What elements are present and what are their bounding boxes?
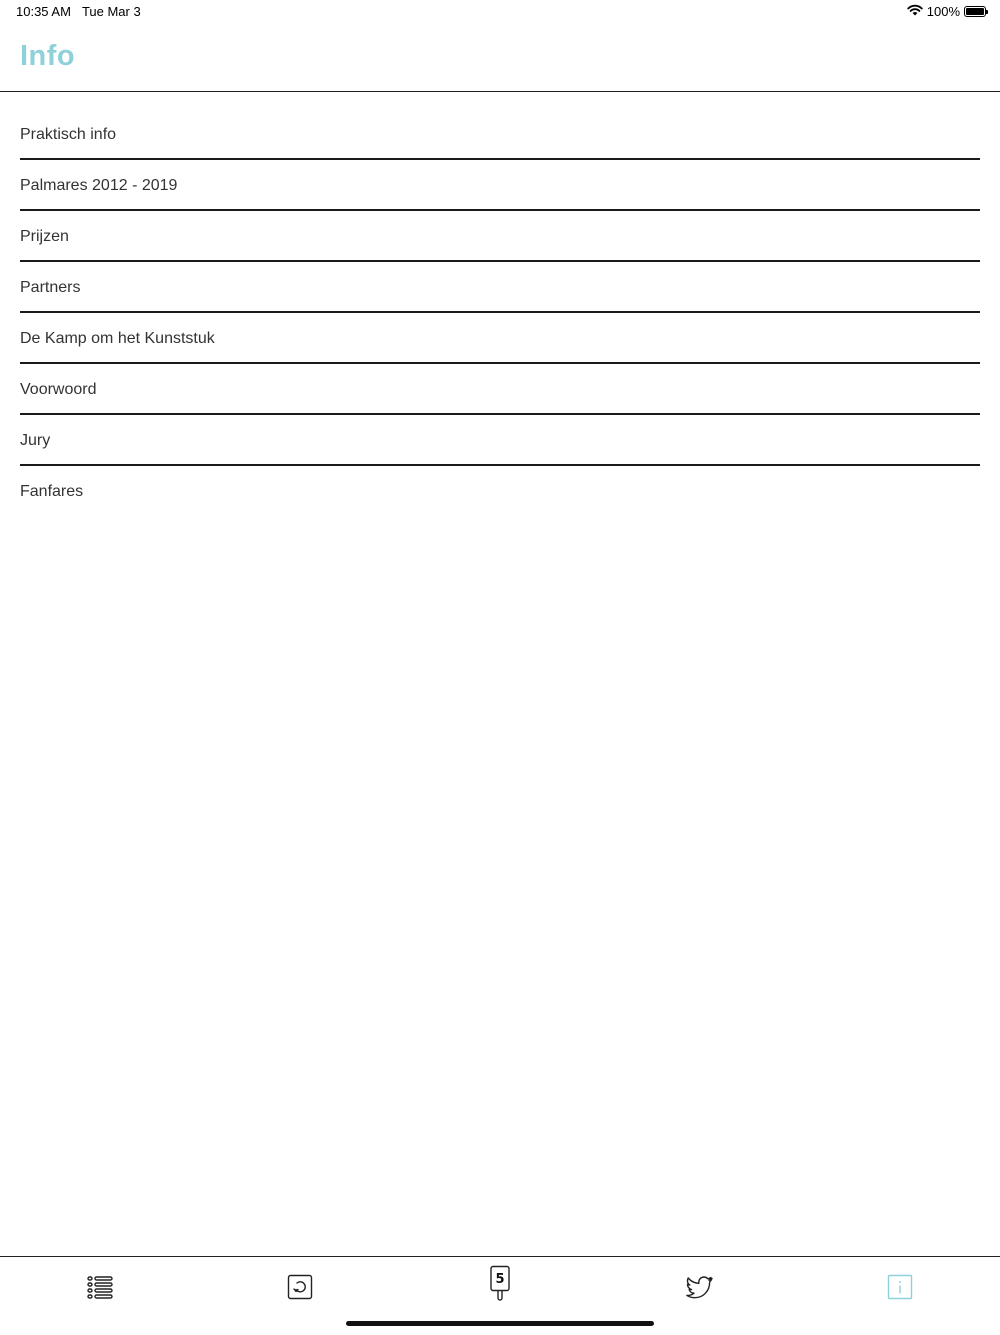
menu-item-partners[interactable]: Partners <box>20 262 980 313</box>
score-badge: 5 <box>495 1272 505 1287</box>
menu-item-praktisch-info[interactable]: Praktisch info <box>20 109 980 160</box>
info-icon <box>887 1274 913 1300</box>
twitter-bird-icon <box>686 1275 714 1299</box>
menu-item-palmares[interactable]: Palmares 2012 - 2019 <box>20 160 980 211</box>
status-right <box>907 4 986 19</box>
status-date: Tue Mar 3 <box>81 4 141 19</box>
battery-percent: 100% <box>926 4 960 19</box>
tab-list[interactable] <box>80 1269 120 1305</box>
list-icon <box>87 1275 113 1299</box>
score-sign-icon <box>488 1265 512 1301</box>
tab-twitter[interactable] <box>680 1269 720 1305</box>
home-indicator <box>346 1321 654 1326</box>
navigation-header <box>0 24 1000 92</box>
info-menu-list <box>20 109 980 515</box>
tab-info[interactable] <box>880 1269 920 1305</box>
menu-item-voorwoord[interactable]: Voorwoord <box>20 364 980 415</box>
status-time: 10:35 AM <box>16 4 71 19</box>
refresh-square-icon <box>287 1274 313 1300</box>
menu-item-de-kamp[interactable]: De Kamp om het Kunststuk <box>20 313 980 364</box>
page-title: Info <box>20 40 76 72</box>
status-left <box>16 4 141 19</box>
menu-item-prijzen[interactable]: Prijzen <box>20 211 980 262</box>
menu-item-jury[interactable]: Jury <box>20 415 980 466</box>
tab-score[interactable] <box>480 1265 520 1301</box>
tab-refresh[interactable] <box>280 1269 320 1305</box>
battery-fill <box>966 8 984 15</box>
status-bar <box>0 0 1000 24</box>
wifi-icon <box>907 4 923 19</box>
battery-icon <box>964 6 986 17</box>
menu-item-fanfares[interactable]: Fanfares <box>20 483 84 500</box>
